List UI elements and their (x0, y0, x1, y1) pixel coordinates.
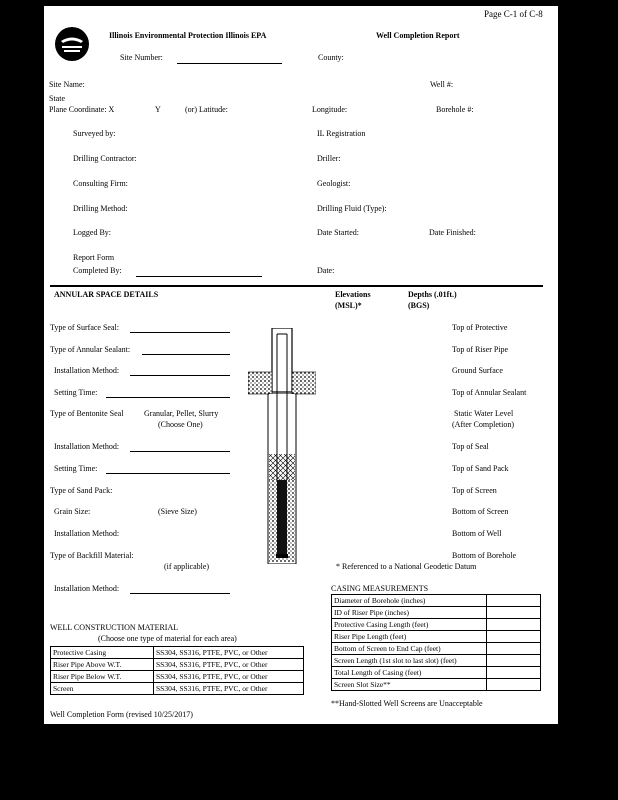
plane-coordinate-label: Plane Coordinate: X (49, 105, 115, 114)
consulting-firm-label: Consulting Firm: (73, 179, 128, 188)
longitude-label: Longitude: (312, 105, 348, 114)
backfill-material-label: Type of Backfill Material: (50, 551, 134, 560)
casing-value-cell[interactable] (487, 619, 541, 631)
table-row (332, 679, 541, 691)
surface-seal (248, 372, 316, 394)
end-cap (276, 554, 288, 558)
table-row (332, 631, 541, 643)
elevations-unit: (MSL)* (335, 301, 362, 310)
completed-by-label: Completed By: (73, 266, 122, 275)
setting-time-label-1: Setting Time: (54, 388, 98, 397)
construction-subtitle: (Choose one type of material for each area) (98, 634, 237, 643)
top-riser-label: Top of Riser Pipe (452, 345, 509, 354)
section-divider (50, 285, 543, 287)
well-number-label: Well #: (430, 80, 454, 89)
top-seal-label: Top of Seal (452, 442, 489, 451)
grain-size-label: Grain Size: (54, 507, 91, 516)
drilling-method-label: Drilling Method: (73, 204, 128, 213)
table-row (51, 659, 304, 671)
construction-table (50, 646, 304, 695)
if-applicable-label: (if applicable) (164, 562, 210, 571)
surveyed-by-label: Surveyed by: (73, 129, 116, 138)
casing-row-label: Riser Pipe Length (feet) (332, 631, 487, 643)
borehole-label: Borehole #: (436, 105, 474, 114)
casing-table (331, 594, 541, 691)
page-label: Page C-1 of C-8 (484, 9, 543, 19)
bottom-well-label: Bottom of Well (452, 529, 502, 538)
table-row (51, 683, 304, 695)
material-item: Riser Pipe Below W.T. (51, 671, 154, 683)
state-label: State (49, 94, 65, 103)
installation-method-label-1: Installation Method: (54, 366, 120, 375)
agency-name: Illinois Environmental Protection Illinois EPA (109, 31, 267, 40)
table-row (332, 595, 541, 607)
material-item: Riser Pipe Above W.T. (51, 659, 154, 671)
annular-sealant (269, 394, 295, 454)
protective-casing (272, 328, 292, 392)
illinois-epa-logo (54, 26, 90, 62)
report-form-label: Report Form (73, 253, 115, 262)
top-screen-label: Top of Screen (452, 486, 497, 495)
annular-sealant-field[interactable] (142, 354, 230, 355)
bottom-screen-label: Bottom of Screen (452, 507, 509, 516)
static-water-after: (After Completion) (452, 420, 514, 429)
casing-value-cell[interactable] (487, 607, 541, 619)
casing-row-label: ID of Riser Pipe (inches) (332, 607, 487, 619)
casing-row-label: Bottom of Screen to End Cap (feet) (332, 643, 487, 655)
material-options[interactable]: SS304, SS316, PTFE, PVC, or Other (154, 647, 304, 659)
logged-by-label: Logged By: (73, 228, 111, 237)
table-row (332, 655, 541, 667)
table-row (332, 643, 541, 655)
surface-seal-field[interactable] (130, 332, 230, 333)
setting-time-field-2[interactable] (106, 473, 230, 474)
casing-row-label: Screen Length (1st slot to last slot) (feet) (332, 655, 487, 667)
depths-unit: (BGS) (408, 301, 430, 310)
table-row (332, 667, 541, 679)
report-title: Well Completion Report (376, 31, 460, 40)
datum-note: * Referenced to a National Geodetic Datum (336, 562, 477, 571)
form-page (44, 6, 558, 724)
geologist-label: Geologist: (317, 179, 351, 188)
driller-label: Driller: (317, 154, 341, 163)
bentonite-choose-one: (Choose One) (158, 420, 203, 429)
county-label: County: (318, 53, 344, 62)
casing-title: CASING MEASUREMENTS (331, 584, 429, 593)
casing-row-label: Diameter of Borehole (inches) (332, 595, 487, 607)
installation-method-field-1[interactable] (130, 375, 230, 376)
bentonite-seal (269, 454, 295, 480)
casing-value-cell[interactable] (487, 595, 541, 607)
top-protective-label: Top of Protective (452, 323, 508, 332)
form-footer: Well Completion Form (revised 10/25/2017) (50, 710, 193, 719)
top-sand-label: Top of Sand Pack (452, 464, 509, 473)
site-name-label: Site Name: (49, 80, 85, 89)
slot-note: **Hand-Slotted Well Screens are Unacceptable (331, 699, 483, 708)
casing-value-cell[interactable] (487, 679, 541, 691)
setting-time-label-2: Setting Time: (54, 464, 98, 473)
latitude-label: (or) Latitude: (185, 105, 228, 114)
material-options[interactable]: SS304, SS316, PTFE, PVC, or Other (154, 683, 304, 695)
well-diagram (248, 328, 316, 564)
sand-pack-label: Type of Sand Pack: (50, 486, 113, 495)
il-registration-label: IL Registration (317, 129, 366, 138)
installation-method-label-3: Installation Method: (54, 529, 120, 538)
bentonite-seal-label: Type of Bentonite Seal (50, 409, 124, 418)
y-coordinate-label: Y (155, 105, 161, 114)
sieve-size-label: (Sieve Size) (158, 507, 197, 516)
top-annular-label: Top of Annular Sealant (452, 388, 527, 397)
depths-heading: Depths (.01ft.) (408, 290, 457, 299)
casing-value-cell[interactable] (487, 655, 541, 667)
ground-surface-label: Ground Surface (452, 366, 503, 375)
table-row (51, 647, 304, 659)
casing-value-cell[interactable] (487, 631, 541, 643)
material-options[interactable]: SS304, SS316, PTFE, PVC, or Other (154, 659, 304, 671)
surface-seal-label: Type of Surface Seal: (50, 323, 119, 332)
date-finished-label: Date Finished: (429, 228, 476, 237)
drilling-fluid-label: Drilling Fluid (Type): (317, 204, 387, 213)
installation-method-field-2[interactable] (130, 451, 230, 452)
setting-time-field-1[interactable] (106, 397, 230, 398)
site-number-label: Site Number: (120, 53, 163, 62)
installation-method-field-4[interactable] (130, 593, 230, 594)
static-water-label: Static Water Level (454, 409, 514, 418)
casing-row-label: Protective Casing Length (feet) (332, 619, 487, 631)
date-started-label: Date Started: (317, 228, 359, 237)
well-screen (277, 480, 287, 554)
site-number-field[interactable] (177, 63, 282, 64)
material-item: Protective Casing (51, 647, 154, 659)
installation-method-label-2: Installation Method: (54, 442, 120, 451)
bottom-borehole-label: Bottom of Borehole (452, 551, 516, 560)
elevations-heading: Elevations (335, 290, 371, 299)
table-row (332, 607, 541, 619)
casing-row-label: Screen Slot Size** (332, 679, 487, 691)
casing-value-cell[interactable] (487, 643, 541, 655)
drilling-contractor-label: Drilling Contractor: (73, 154, 137, 163)
installation-method-label-4: Installation Method: (54, 584, 120, 593)
completed-by-field[interactable] (136, 276, 262, 277)
table-row (51, 671, 304, 683)
material-options[interactable]: SS304, SS316, PTFE, PVC, or Other (154, 671, 304, 683)
casing-row-label: Total Length of Casing (feet) (332, 667, 487, 679)
annular-sealant-label: Type of Annular Sealant: (50, 345, 131, 354)
construction-title: WELL CONSTRUCTION MATERIAL (50, 623, 179, 632)
date-label: Date: (317, 266, 335, 275)
casing-value-cell[interactable] (487, 667, 541, 679)
table-row (332, 619, 541, 631)
bentonite-options: Granular, Pellet, Slurry (144, 409, 219, 418)
annular-title: ANNULAR SPACE DETAILS (54, 290, 159, 299)
material-item: Screen (51, 683, 154, 695)
